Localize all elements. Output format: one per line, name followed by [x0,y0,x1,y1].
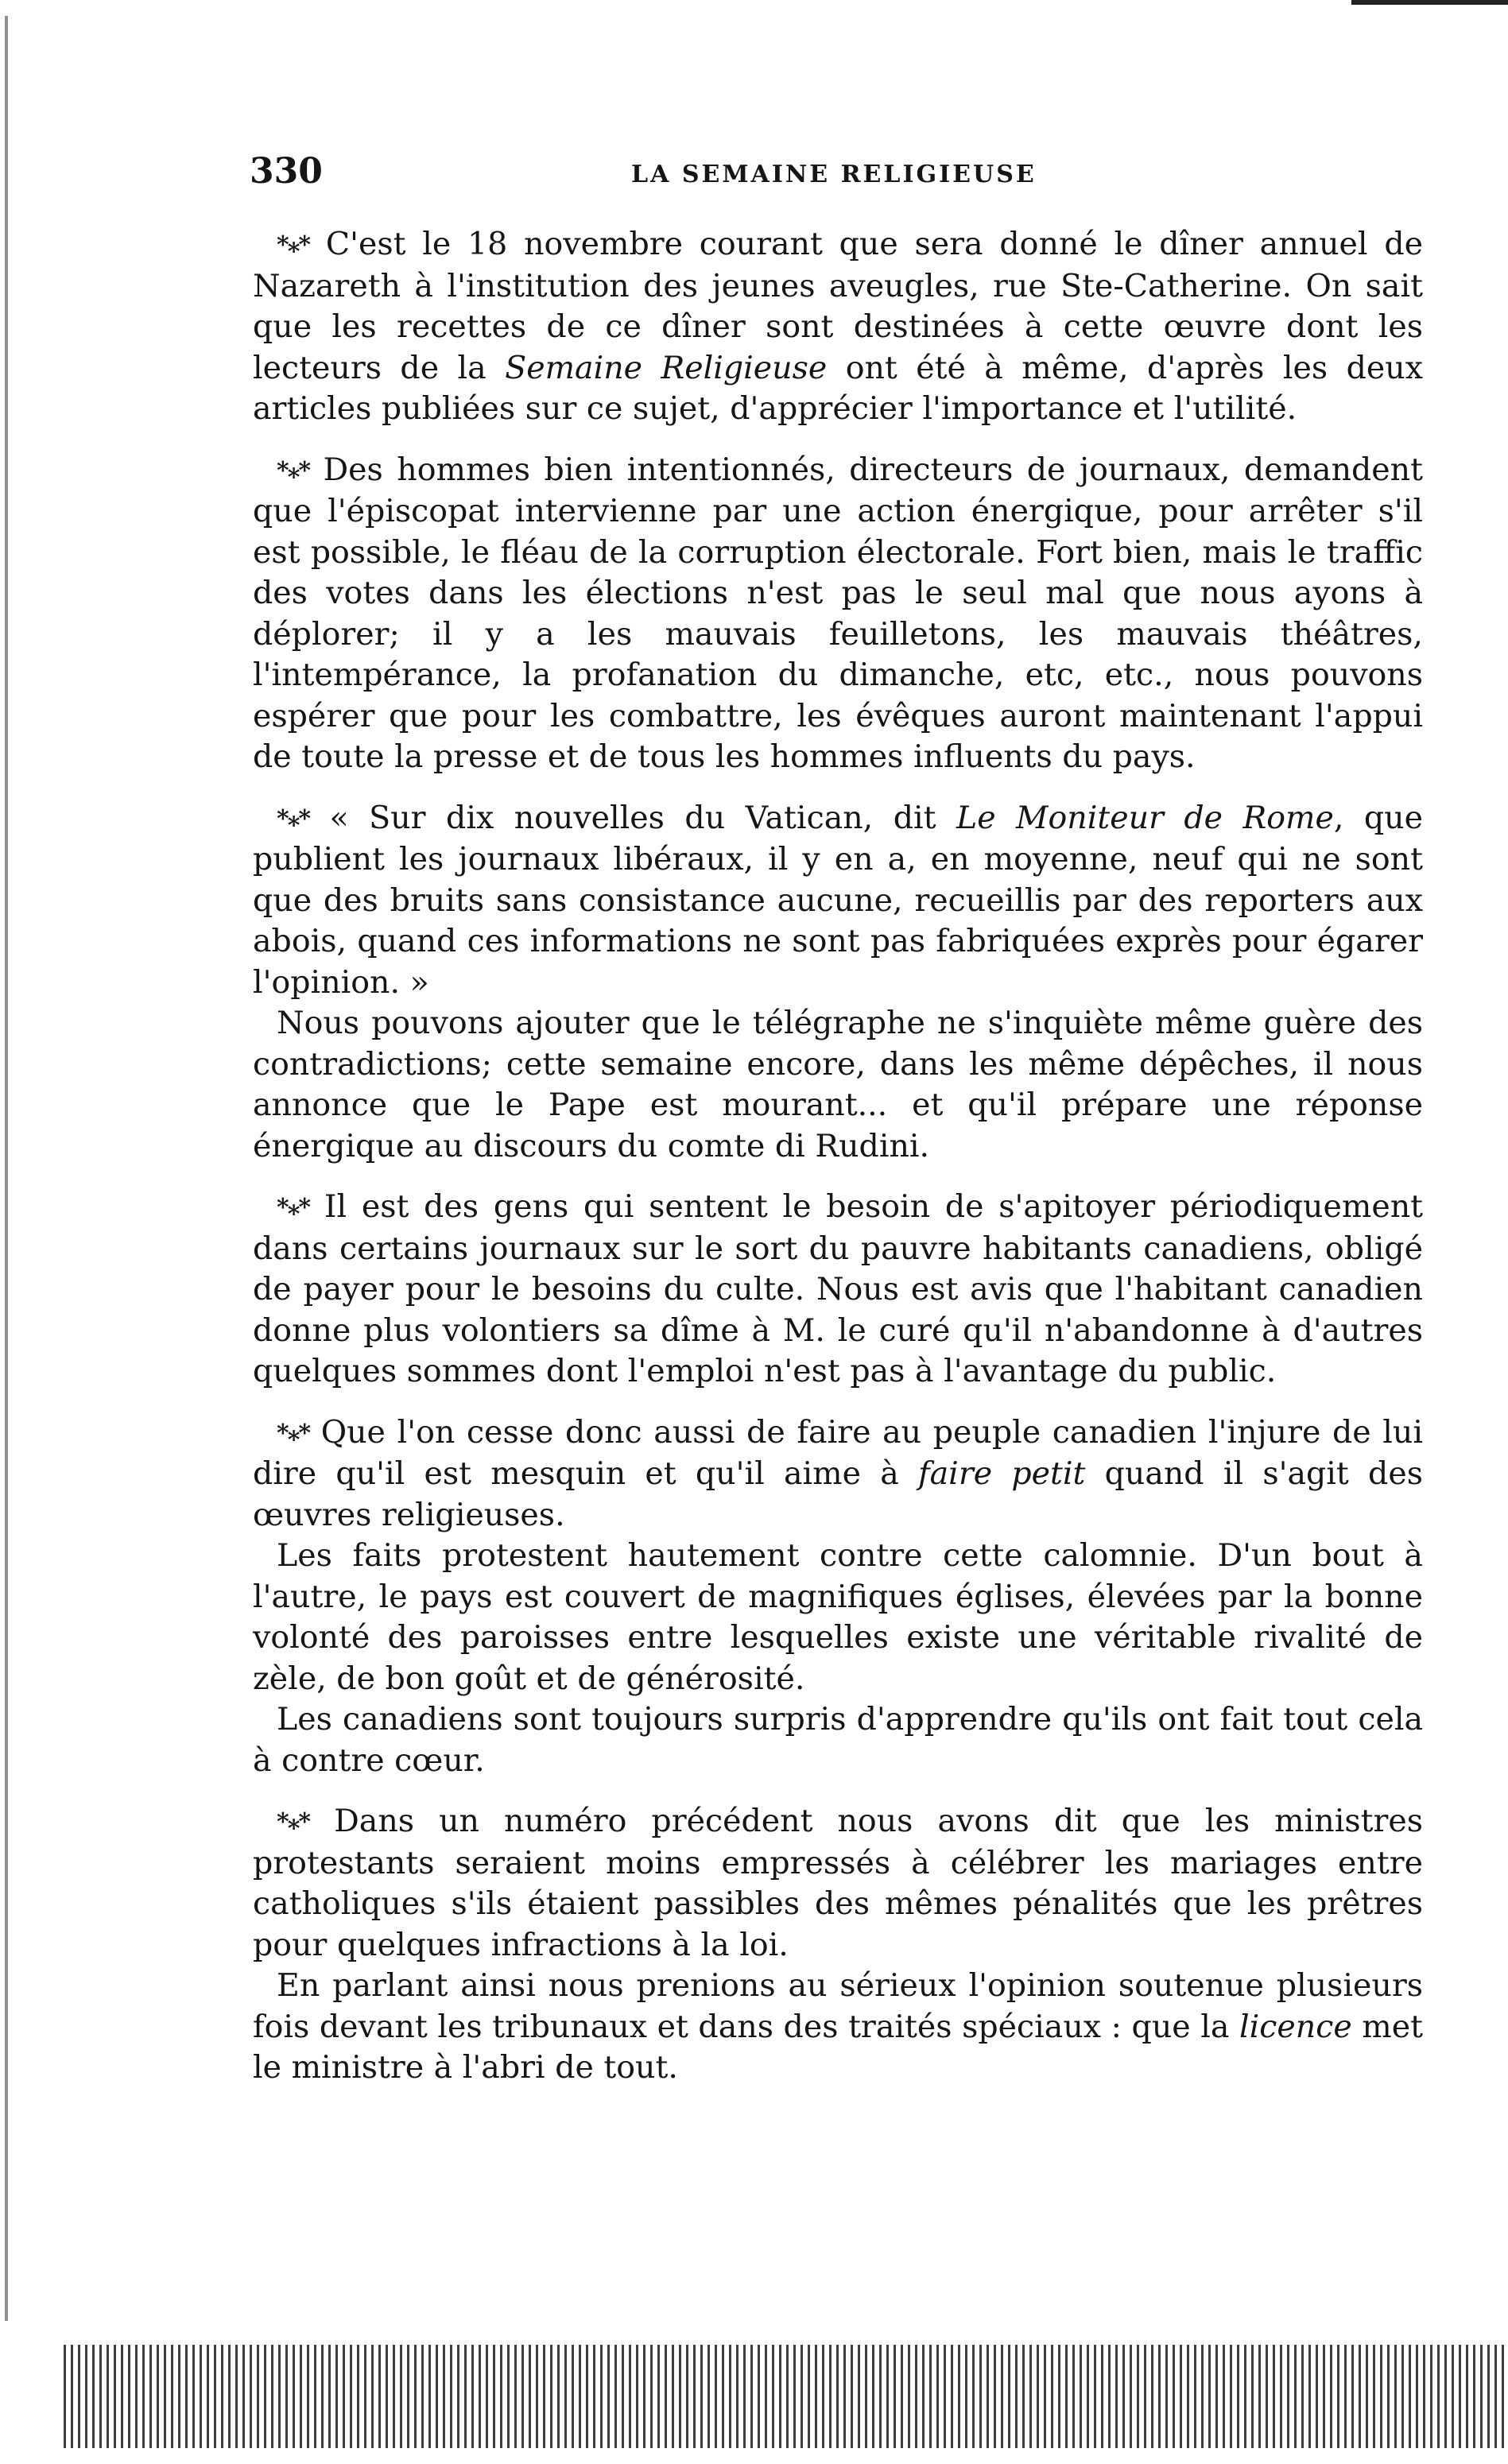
paragraph-text: met le ministre à l'abri de tout. [253,2008,1423,2086]
page-header [250,151,1426,199]
paragraph-text: Que l'on cesse donc aussi de faire au peuple canadien l'injure de lui dire qu'il est mesquin et qu'il aime à [253,1413,1423,1492]
paragraph-text: En parlant ainsi nous prenions au sérieux l'opinion soutenue plusieurs fois devant les tribunaux et dans des traités spéciaux : que la [253,1967,1423,2045]
italic-word: licence [1239,2008,1352,2045]
section-asterism: *⁎* [277,1419,310,1447]
paragraph-text: Dans un numéro précédent nous avons dit que les ministres protestants seraient moins empressés à célébrer les mariages entre catholiques s'ils étaient passibles des mêmes pénalités que les prêtres pour quelques infractions à la loi. [253,1803,1423,1963]
paragraph-text: C'est le 18 novembre courant que sera donné le dîner annuel de Nazareth à l'institution des jeunes aveugles, rue Ste-Catherine. On sait que les recettes de ce dîner sont destinées à cette œuvre dont les lecteurs de la [253,226,1423,386]
paragraph-text: Nous pouvons ajouter que le télégraphe ne s'inquiète même guère des contradictions; cette semaine encore, dans les même dépêches, il nous annonce que le Pape est mourant... et qu'il prépare une réponse énergique au discours du comte di Rudini. [253,1005,1423,1164]
paragraph-injure [253,1412,1423,1536]
paragraph-ministers [253,1801,1423,1966]
article-body [253,224,1423,2109]
paragraph-text: Les faits protestent hautement contre cette calomnie. D'un bout à l'autre, le pays est couvert de magnifiques églises, élevées par la bonne volonté des paroisses entre lesquelles existe une véritable rivalité de zèle, de bon goût et de générosité. [253,1537,1423,1697]
paragraph-nazareth-dinner [253,224,1423,430]
paragraph-churches [253,1536,1423,1699]
section-asterism: *⁎* [277,1808,310,1836]
page-left-edge-shadow [5,16,8,2321]
paragraph-text: Des hommes bien intentionnés, directeurs de journaux, demandent que l'épiscopat intervienne par une action énergique, pour arrêter s'il est possible, le fléau de la corruption électorale. Fort bien, mais le traffic des votes dans les élections n'est pas le seul mal que nous ayons à déplorer; il y a les mauvais feuilletons, les mauvais théâtres, l'intempérance, la profanation du dimanche, etc, etc., nous pouvons espérer que pour les combattre, les évêques auront maintenant l'appui de toute la presse et de tous les hommes influents du pays. [253,451,1423,775]
italic-phrase: faire petit [918,1455,1086,1492]
italic-title: Le Moniteur de Rome [956,799,1334,836]
section-asterism: *⁎* [277,231,310,259]
page-number: 330 [250,151,323,192]
paragraph-text: « Sur dix nouvelles du Vatican, dit [329,799,956,836]
scan-bottom-band [64,2345,1508,2448]
paragraph-text: quand il s'agit des œuvres religieuses. [253,1455,1423,1533]
scan-top-rule [1351,0,1508,5]
paragraph-licence [253,1966,1423,2089]
section-asterism: *⁎* [277,804,310,833]
running-title: LA SEMAINE RELIGIEUSE [631,161,1037,188]
paragraph-canadian-habitant [253,1187,1423,1393]
paragraph-electoral-corruption [253,450,1423,778]
paragraph-text: Les canadiens sont toujours surpris d'apprendre qu'ils ont fait tout cela à contre cœur. [253,1701,1423,1779]
paragraph-text: Il est des gens qui sentent le besoin de s'apitoyer périodiquement dans certains journaux sur le sort du pauvre habitants canadiens, obligé de payer pour le besoins du culte. Nous est avis que l'habitant canadien donne plus volontiers sa dîme à M. le curé qu'il n'abandonne à d'autres quelques sommes dont l'emploi n'est pas à l'avantage du public. [253,1188,1424,1389]
section-asterism: *⁎* [277,456,310,485]
paragraph-text: ont été à même, d'après les deux articles publiées sur ce sujet, d'apprécier l'importance et l'utilité. [253,349,1423,427]
section-asterism: *⁎* [277,1194,310,1222]
paragraph-text: , que publient les journaux libéraux, il y en a, en moyenne, neuf qui ne sont que des bruits sans consistance aucune, recueillis par des reporters aux abois, quand ces informations ne sont pas fabriquées exprès pour égarer l'opinion. » [253,799,1423,1001]
italic-title: Semaine Religieuse [505,349,828,386]
paragraph-contre-coeur [253,1699,1423,1781]
paragraph-telegraph [253,1003,1423,1167]
paragraph-vatican-news [253,798,1423,1004]
